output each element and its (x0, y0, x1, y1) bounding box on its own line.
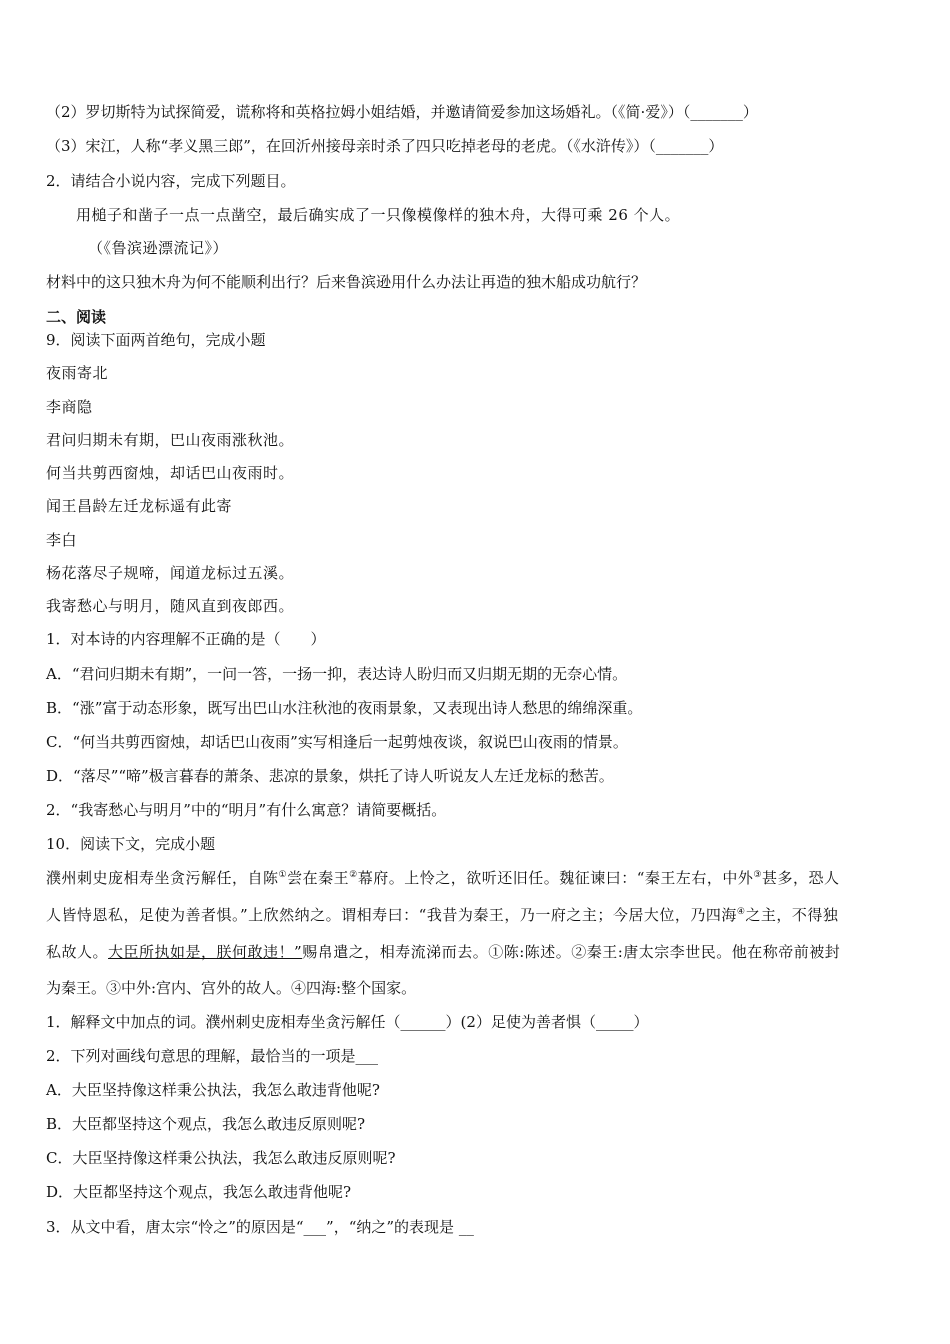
passage-line: 为秦王。③中外:宫内、宫外的故人。④四海:整个国家。 (46, 979, 417, 997)
question-line: 2．下列对画线句意思的理解，最恰当的一项是___ (46, 1047, 379, 1065)
question-line: 1．解释文中加点的词。濮州刺史庞相寿坐贪污解任（______）(2）足使为善者惧（_____） (46, 1013, 649, 1031)
option-b: B．大臣都坚持这个观点，我怎么敢违反原则呢? (46, 1115, 366, 1133)
poem-author: 李白 (46, 531, 78, 549)
material-text: 用槌子和凿子一点一点凿空，最后确实成了一只像模像样的独木舟，大得可乘 26 个人。 (76, 206, 681, 224)
question-line: 2．请结合小说内容，完成下列题目。 (46, 172, 296, 190)
passage-line: 私故人。大臣所执如是，朕何敢违！”赐帛遣之，相寿流涕而去。①陈:陈述。②秦王:唐太宗李世民。他在称帝前被封 (46, 943, 841, 961)
option-a: A．大臣坚持像这样秉公执法，我怎么敢违背他呢? (46, 1081, 380, 1099)
question-line: （3）宋江，人称“孝义黑三郎”，在回沂州接母亲时杀了四只吃掉老母的老虎。（《水浒传》）（_______） (46, 137, 724, 155)
material-source: （《鲁滨逊漂流记》） (88, 239, 229, 257)
option-c: C．“何当共剪西窗烛，却话巴山夜雨”实写相逢后一起剪烛夜谈，叙说巴山夜雨的情景。 (46, 733, 628, 751)
question-line: 10．阅读下文，完成小题 (46, 835, 216, 853)
poem-line: 君问归期未有期，巴山夜雨涨秋池。 (46, 431, 295, 449)
option-d: D．“落尽”“啼”极言暮春的萧条、悲凉的景象，烘托了诗人听说友人左迁龙标的愁苦。 (46, 767, 614, 785)
poem-title: 闻王昌龄左迁龙标遥有此寄 (46, 497, 233, 515)
poem-author: 李商隐 (46, 398, 93, 416)
option-d: D．大臣都坚持这个观点，我怎么敢违背他呢? (46, 1183, 352, 1201)
section-heading: 二、阅读 (46, 308, 107, 326)
poem-line: 何当共剪西窗烛，却话巴山夜雨时。 (46, 464, 295, 482)
poem-line: 我寄愁心与明月，随风直到夜郎西。 (46, 597, 295, 615)
option-a: A．“君问归期未有期”，一问一答，一扬一抑，表达诗人盼归而又归期无期的无奈心情。 (46, 665, 628, 683)
question-line: 材料中的这只独木舟为何不能顺利出行？后来鲁滨逊用什么办法让再造的独木船成功航行？ (46, 273, 647, 291)
poem-line: 杨花落尽子规啼，闻道龙标过五溪。 (46, 564, 295, 582)
passage-line: 濮州刺史庞相寿坐贪污解任，自陈①尝在秦王②幕府。上怜之，欲听还旧任。魏征谏曰：“秦王左右，中外③甚多，恐人 (46, 869, 840, 887)
option-b: B．“涨”富于动态形象，既写出巴山水注秋池的夜雨景象，又表现出诗人愁思的绵绵深重。 (46, 699, 643, 717)
poem-title: 夜雨寄北 (46, 364, 109, 382)
option-c: C．大臣坚持像这样秉公执法，我怎么敢违反原则呢? (46, 1149, 396, 1167)
question-line: 2．“我寄愁心与明月”中的“明月”有什么寓意？请简要概括。 (46, 801, 447, 819)
question-line: 1．对本诗的内容理解不正确的是（ ） (46, 630, 326, 648)
passage-line: 人皆恃恩私，足使为善者惧。”上欣然纳之。谓相寿曰：“我昔为秦王，乃一府之主；今居大位，乃四海④之主，不得独 (46, 906, 839, 924)
question-line: 9．阅读下面两首绝句，完成小题 (46, 331, 266, 349)
underlined-sentence: 大臣所执如是，朕何敢违！” (108, 943, 303, 961)
question-line: （2）罗切斯特为试探简爱，谎称将和英格拉姆小姐结婚，并邀请简爱参加这场婚礼。（《简·爱》）（_______） (46, 103, 758, 121)
question-line: 3．从文中看，唐太宗“怜之”的原因是“___”，“纳之”的表现是 __ (46, 1218, 474, 1236)
